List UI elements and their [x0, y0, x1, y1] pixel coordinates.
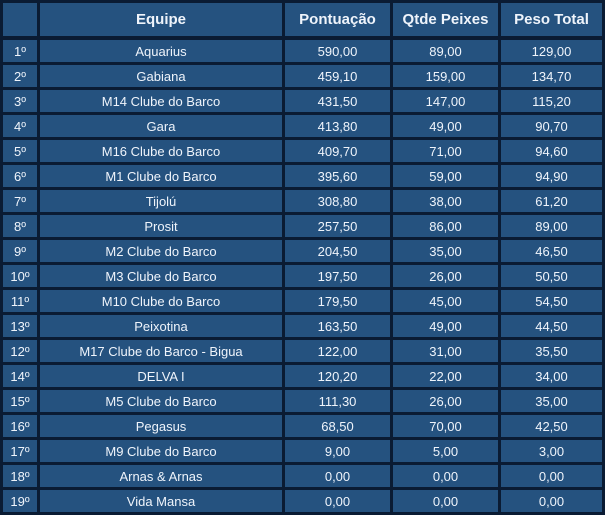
rank-cell[interactable]: 10º: [2, 264, 39, 289]
rank-cell[interactable]: 9º: [2, 239, 39, 264]
header-pontuacao[interactable]: Pontuação: [284, 2, 392, 39]
team-cell[interactable]: Arnas & Arnas: [39, 464, 284, 489]
rank-cell[interactable]: 1º: [2, 38, 39, 64]
qtde-peixes-cell[interactable]: 71,00: [392, 139, 500, 164]
header-row: [2, 2, 604, 39]
peso-total-cell[interactable]: 54,50: [500, 289, 604, 314]
pontuacao-cell[interactable]: 0,00: [284, 489, 392, 514]
team-cell[interactable]: M9 Clube do Barco: [39, 439, 284, 464]
rank-cell[interactable]: 5º: [2, 139, 39, 164]
qtde-peixes-cell[interactable]: 86,00: [392, 214, 500, 239]
qtde-peixes-cell[interactable]: 31,00: [392, 339, 500, 364]
rank-cell[interactable]: 14º: [2, 364, 39, 389]
rank-cell[interactable]: 2º: [2, 64, 39, 89]
pontuacao-cell[interactable]: 111,30: [284, 389, 392, 414]
qtde-peixes-cell[interactable]: 5,00: [392, 439, 500, 464]
team-cell[interactable]: M16 Clube do Barco: [39, 139, 284, 164]
table-row: [2, 314, 604, 339]
qtde-peixes-cell[interactable]: 89,00: [392, 38, 500, 64]
pontuacao-cell[interactable]: 459,10: [284, 64, 392, 89]
rank-cell[interactable]: 13º: [2, 314, 39, 339]
peso-total-cell[interactable]: 115,20: [500, 89, 604, 114]
qtde-peixes-cell[interactable]: 0,00: [392, 489, 500, 514]
pontuacao-cell[interactable]: 590,00: [284, 38, 392, 64]
rank-cell[interactable]: 11º: [2, 289, 39, 314]
peso-total-cell[interactable]: 0,00: [500, 464, 604, 489]
table-row: [2, 389, 604, 414]
pontuacao-cell[interactable]: 257,50: [284, 214, 392, 239]
team-cell[interactable]: M17 Clube do Barco - Bigua: [39, 339, 284, 364]
pontuacao-cell[interactable]: 179,50: [284, 289, 392, 314]
table-row: [2, 89, 604, 114]
peso-total-cell[interactable]: 35,00: [500, 389, 604, 414]
team-cell[interactable]: Tijolú: [39, 189, 284, 214]
peso-total-cell[interactable]: 90,70: [500, 114, 604, 139]
table-row: [2, 239, 604, 264]
team-cell[interactable]: DELVA I: [39, 364, 284, 389]
qtde-peixes-cell[interactable]: 35,00: [392, 239, 500, 264]
pontuacao-cell[interactable]: 163,50: [284, 314, 392, 339]
qtde-peixes-cell[interactable]: 0,00: [392, 464, 500, 489]
table-row: [2, 214, 604, 239]
rank-cell[interactable]: 12º: [2, 339, 39, 364]
peso-total-cell[interactable]: 44,50: [500, 314, 604, 339]
table-row: [2, 64, 604, 89]
table-row: [2, 289, 604, 314]
pontuacao-cell[interactable]: 197,50: [284, 264, 392, 289]
team-cell[interactable]: M3 Clube do Barco: [39, 264, 284, 289]
peso-total-cell[interactable]: 35,50: [500, 339, 604, 364]
pontuacao-cell[interactable]: 413,80: [284, 114, 392, 139]
pontuacao-cell[interactable]: 431,50: [284, 89, 392, 114]
rank-cell[interactable]: 17º: [2, 439, 39, 464]
table-row: [2, 489, 604, 514]
header-peso-total[interactable]: Peso Total: [500, 2, 604, 39]
qtde-peixes-cell[interactable]: 70,00: [392, 414, 500, 439]
table-body: [2, 38, 604, 514]
rank-cell[interactable]: 19º: [2, 489, 39, 514]
pontuacao-cell[interactable]: 308,80: [284, 189, 392, 214]
qtde-peixes-cell[interactable]: 49,00: [392, 314, 500, 339]
team-cell[interactable]: M5 Clube do Barco: [39, 389, 284, 414]
table-row: [2, 38, 604, 64]
pontuacao-cell[interactable]: 204,50: [284, 239, 392, 264]
peso-total-cell[interactable]: 0,00: [500, 489, 604, 514]
peso-total-cell[interactable]: 61,20: [500, 189, 604, 214]
team-cell[interactable]: Peixotina: [39, 314, 284, 339]
qtde-peixes-cell[interactable]: 147,00: [392, 89, 500, 114]
qtde-peixes-cell[interactable]: 22,00: [392, 364, 500, 389]
pontuacao-cell[interactable]: 0,00: [284, 464, 392, 489]
peso-total-cell[interactable]: 89,00: [500, 214, 604, 239]
pontuacao-cell[interactable]: 68,50: [284, 414, 392, 439]
peso-total-cell[interactable]: 50,50: [500, 264, 604, 289]
table-row: [2, 339, 604, 364]
qtde-peixes-cell[interactable]: 26,00: [392, 264, 500, 289]
pontuacao-cell[interactable]: 395,60: [284, 164, 392, 189]
qtde-peixes-cell[interactable]: 45,00: [392, 289, 500, 314]
peso-total-cell[interactable]: 94,90: [500, 164, 604, 189]
team-cell[interactable]: Prosit: [39, 214, 284, 239]
table-row: [2, 264, 604, 289]
table-row: [2, 439, 604, 464]
qtde-peixes-cell[interactable]: 49,00: [392, 114, 500, 139]
rank-cell[interactable]: 18º: [2, 464, 39, 489]
peso-total-cell[interactable]: 42,50: [500, 414, 604, 439]
team-cell[interactable]: Gara: [39, 114, 284, 139]
qtde-peixes-cell[interactable]: 59,00: [392, 164, 500, 189]
rank-cell[interactable]: 4º: [2, 114, 39, 139]
pontuacao-cell[interactable]: 9,00: [284, 439, 392, 464]
rank-cell[interactable]: 6º: [2, 164, 39, 189]
table-row: [2, 189, 604, 214]
team-cell[interactable]: M1 Clube do Barco: [39, 164, 284, 189]
header-rank[interactable]: [2, 2, 39, 39]
qtde-peixes-cell[interactable]: 38,00: [392, 189, 500, 214]
pontuacao-cell[interactable]: 122,00: [284, 339, 392, 364]
team-cell[interactable]: M10 Clube do Barco: [39, 289, 284, 314]
qtde-peixes-cell[interactable]: 159,00: [392, 64, 500, 89]
team-cell[interactable]: Pegasus: [39, 414, 284, 439]
team-cell[interactable]: Vida Mansa: [39, 489, 284, 514]
table-row: [2, 414, 604, 439]
header-qtde-peixes[interactable]: Qtde Peixes: [392, 2, 500, 39]
peso-total-cell[interactable]: 46,50: [500, 239, 604, 264]
rank-cell[interactable]: 7º: [2, 189, 39, 214]
peso-total-cell[interactable]: 134,70: [500, 64, 604, 89]
rank-cell[interactable]: 16º: [2, 414, 39, 439]
rank-cell[interactable]: 8º: [2, 214, 39, 239]
table-row: [2, 139, 604, 164]
team-cell[interactable]: M2 Clube do Barco: [39, 239, 284, 264]
peso-total-cell[interactable]: 3,00: [500, 439, 604, 464]
table-header: [2, 2, 604, 39]
table-row: [2, 114, 604, 139]
table-row: [2, 364, 604, 389]
pontuacao-cell[interactable]: 409,70: [284, 139, 392, 164]
qtde-peixes-cell[interactable]: 26,00: [392, 389, 500, 414]
table-row: [2, 464, 604, 489]
peso-total-cell[interactable]: 129,00: [500, 38, 604, 64]
header-equipe[interactable]: Equipe: [39, 2, 284, 39]
peso-total-cell[interactable]: 34,00: [500, 364, 604, 389]
rank-cell[interactable]: 3º: [2, 89, 39, 114]
table-row: [2, 164, 604, 189]
peso-total-cell[interactable]: 94,60: [500, 139, 604, 164]
pontuacao-cell[interactable]: 120,20: [284, 364, 392, 389]
team-cell[interactable]: Aquarius: [39, 38, 284, 64]
team-cell[interactable]: Gabiana: [39, 64, 284, 89]
rank-cell[interactable]: 15º: [2, 389, 39, 414]
team-cell[interactable]: M14 Clube do Barco: [39, 89, 284, 114]
